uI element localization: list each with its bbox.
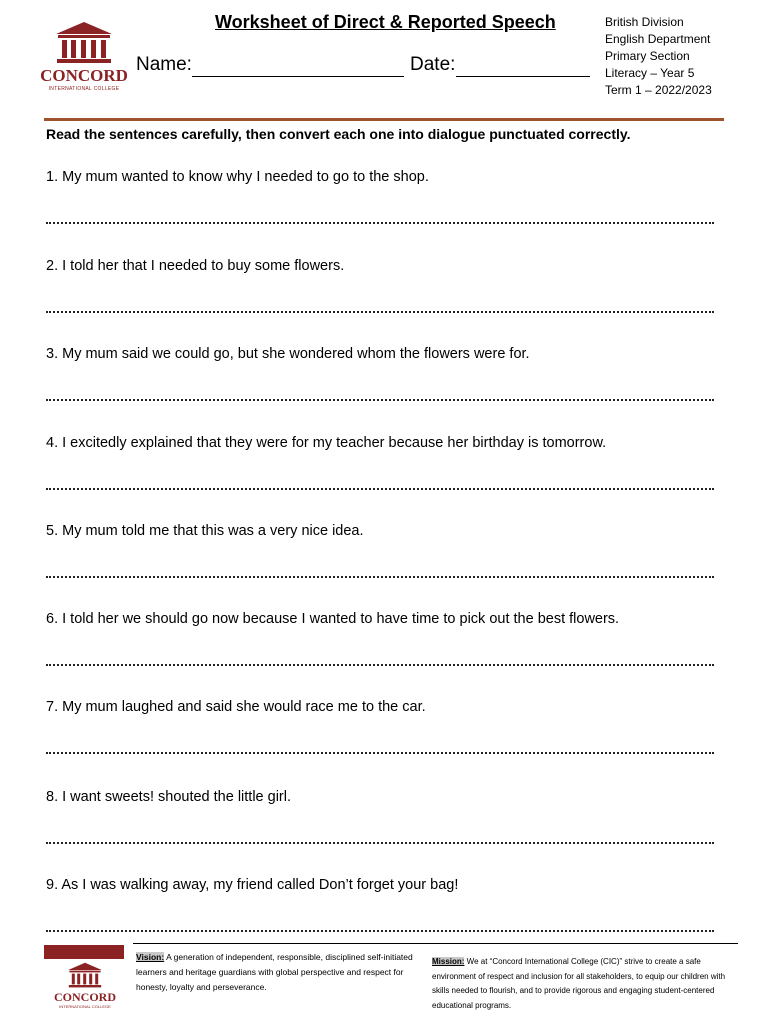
name-label: Name:	[136, 54, 192, 75]
question-7: 7. My mum laughed and said she would race me to the car.	[46, 699, 426, 715]
answer-line-2[interactable]	[46, 311, 714, 313]
mission-text: We at “Concord International College (CIC)” strive to create a safe environment of respect and inclusion for all stakeholders, to equip our children with skills needed to flourish, and to provide rigorous and engaging student-centered educational programs.	[432, 957, 726, 1010]
footer-logo-subtitle: INTERNATIONAL COLLEGE	[59, 1004, 111, 1009]
vision-text: A generation of independent, responsible, disciplined self-initiated learners and heritage guardians with global perspective and respect for honesty, loyalty and perseverance.	[136, 952, 413, 992]
mission-statement	[432, 955, 732, 1013]
logo-name: CONCORD	[40, 66, 128, 85]
department-line: English Department	[605, 32, 711, 46]
logo-subtitle: INTERNATIONAL COLLEGE	[48, 86, 120, 92]
footer-logo-name: CONCORD	[54, 990, 116, 1004]
division-line: British Division	[605, 15, 684, 29]
worksheet-title: Worksheet of Direct & Reported Speech	[215, 12, 556, 32]
date-label: Date:	[410, 54, 456, 75]
answer-line-3[interactable]	[46, 399, 714, 401]
footer-color-bar	[44, 945, 124, 959]
question-8: 8. I want sweets! shouted the little girl.	[46, 789, 292, 805]
college-building-icon	[54, 22, 114, 66]
answer-line-6[interactable]	[46, 664, 714, 666]
answer-line-4[interactable]	[46, 488, 714, 490]
footer-divider	[133, 943, 738, 944]
footer-logo	[50, 962, 120, 1012]
mission-label: Mission:	[432, 957, 465, 966]
vision-label: Vision:	[136, 952, 165, 962]
answer-line-7[interactable]	[46, 752, 714, 754]
vision-statement	[136, 950, 426, 995]
section-line: Primary Section	[605, 49, 690, 63]
question-5: 5. My mum told me that this was a very nice idea.	[46, 523, 364, 539]
question-9: 9. As I was walking away, my friend called Don’t forget your bag!	[46, 877, 459, 893]
question-2: 2. I told her that I needed to buy some flowers.	[46, 258, 345, 274]
name-field[interactable]	[192, 76, 404, 77]
answer-line-5[interactable]	[46, 576, 714, 578]
subject-line: Literacy – Year 5	[605, 66, 695, 80]
header-divider	[44, 118, 724, 121]
footer-building-icon	[67, 962, 103, 990]
question-1: 1. My mum wanted to know why I needed to go to the shop.	[46, 169, 429, 185]
answer-line-9[interactable]	[46, 930, 714, 932]
worksheet-header	[0, 0, 768, 118]
division-info	[605, 14, 712, 99]
question-6: 6. I told her we should go now because I wanted to have time to pick out the best flowers.	[46, 611, 620, 627]
question-4: 4. I excitedly explained that they were for my teacher because her birthday is tomorrow.	[46, 435, 607, 451]
term-line: Term 1 – 2022/2023	[605, 83, 712, 97]
instructions: Read the sentences carefully, then convert each one into dialogue punctuated correctly.	[46, 126, 631, 142]
answer-line-8[interactable]	[46, 842, 714, 844]
answer-line-1[interactable]	[46, 222, 714, 224]
question-3: 3. My mum said we could go, but she wondered whom the flowers were for.	[46, 346, 530, 362]
concord-logo	[34, 18, 134, 98]
date-field[interactable]	[456, 76, 590, 77]
